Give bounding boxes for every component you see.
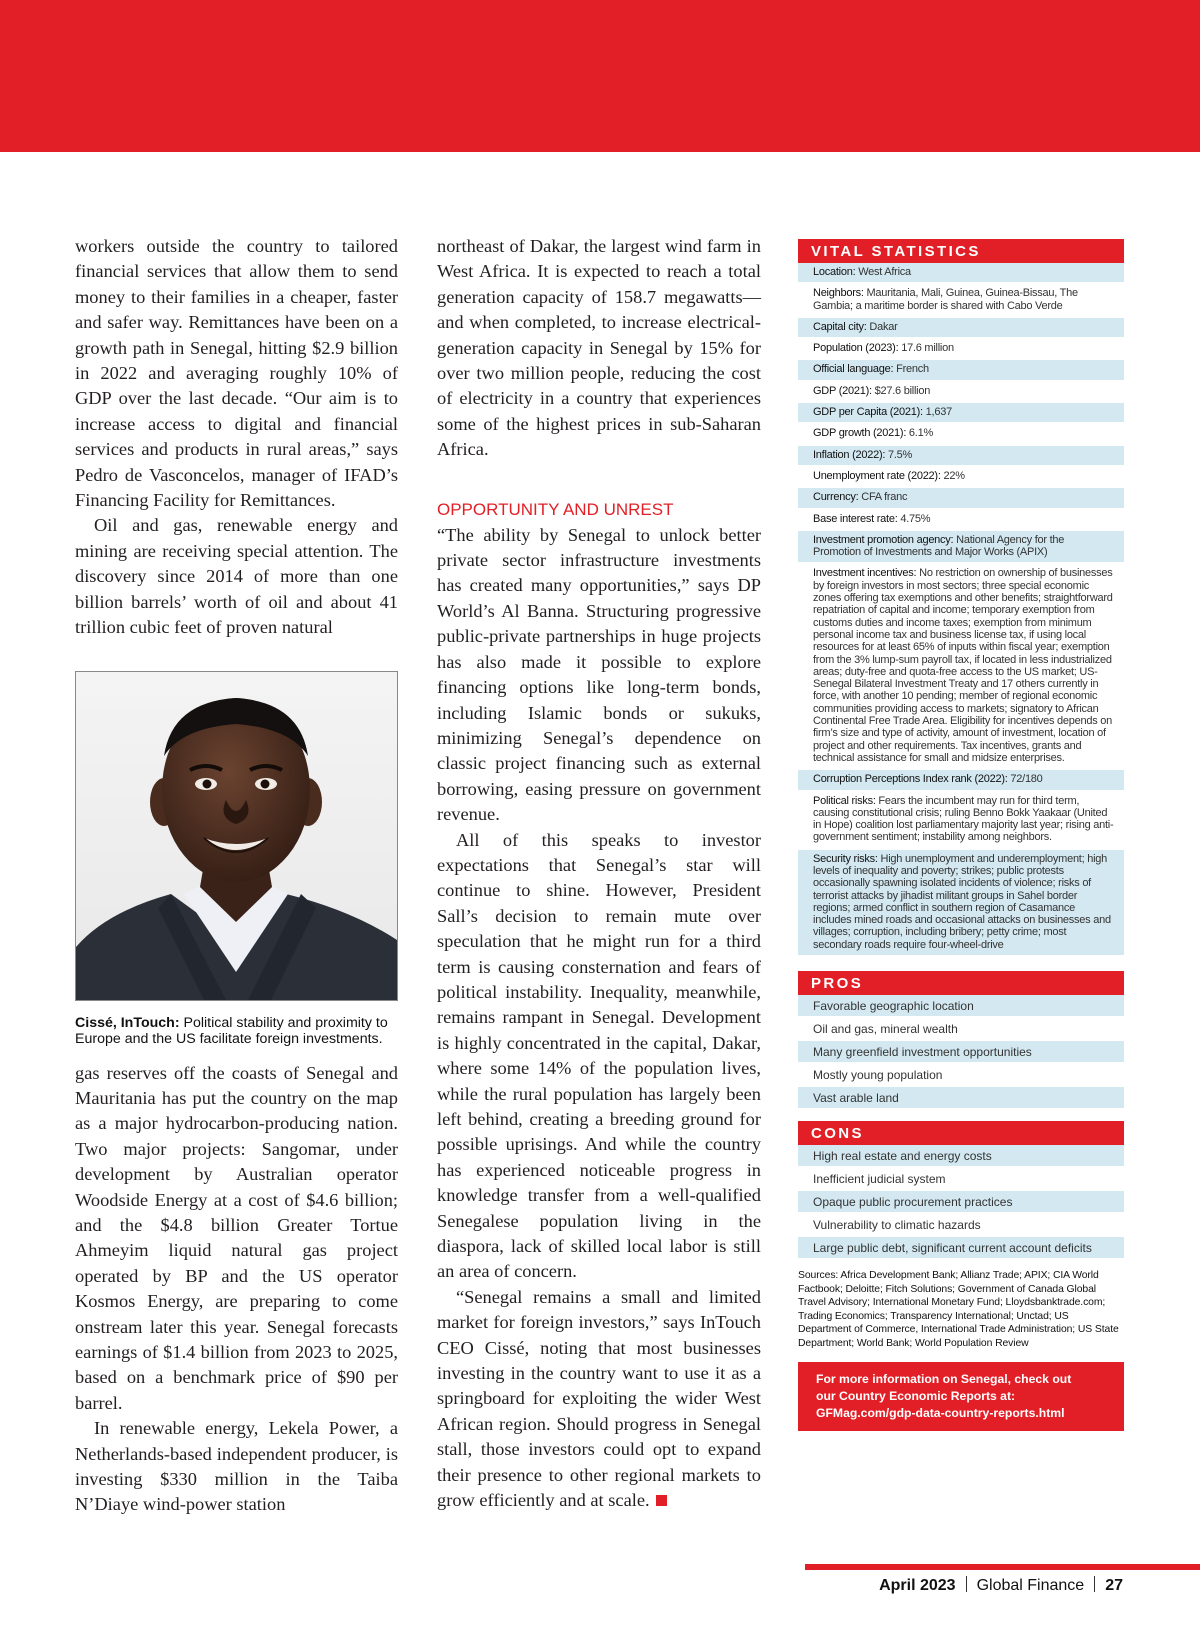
pro-item: Favorable geographic location xyxy=(798,995,1124,1018)
stat-row xyxy=(798,318,1124,339)
body-paragraph: Oil and gas, renewable energy and mining are receiving special attention. The discovery since 2014 of more than one billion barrels’ worth of oil and about 41 trillion cubic feet of proven natural xyxy=(75,515,398,638)
pro-item: Vast arable land xyxy=(798,1087,1124,1110)
more-info-line: For more information on Senegal, check out xyxy=(816,1372,1072,1387)
stat-row xyxy=(798,339,1124,360)
top-red-banner xyxy=(0,0,1200,152)
stat-row xyxy=(798,424,1124,445)
stat-value: 7.5% xyxy=(885,448,913,461)
pros-heading: PROS xyxy=(798,971,1124,995)
body-paragraph: “The ability by Senegal to unlock better private sector infrastructure investments has created many opportunities,” says DP World’s Al Banna. Structuring progressive public-private partnerships in huge projects has also made it possible to explore financing options like long-term bonds, including Islamic bonds or sukuks, minimizing Senegal’s dependence on classic project financing such as external borrowing, easing pressure on government revenue. xyxy=(437,524,761,825)
publication-name: Global Finance xyxy=(976,1577,1085,1594)
stat-label: Base interest rate: xyxy=(813,512,898,525)
cons-heading: CONS xyxy=(798,1121,1124,1145)
page-footer xyxy=(879,1576,1123,1595)
stat-value: 4.75% xyxy=(897,512,931,525)
stat-value: Fears the incumbent may run for third term, causing constitutional crisis; ruling Benno Bokk Yaakaar (United in Hope) coalition lost parliamentary majority last year; rising anti-government sentiment; instability among neighbors. xyxy=(813,794,1114,844)
section-subhead: OPPORTUNITY AND UNREST xyxy=(437,499,674,519)
stat-row xyxy=(798,488,1124,509)
stat-value: 17.6 million xyxy=(898,342,954,355)
stat-row xyxy=(798,284,1124,318)
stat-label: GDP growth (2021): xyxy=(813,427,907,440)
vital-statistics-list xyxy=(798,263,1124,957)
portrait-photo xyxy=(75,671,398,1001)
closing-paragraph-text: “Senegal remains a small and limited market for foreign investors,” says InTouch CEO Cissé, noting that most businesses investing in the country want to use it as a springboard for exploiting the wider West African region. Should progress in Senegal stall, those investors could opt to expand their presence to other regional markets to grow efficiently and at scale. xyxy=(437,1286,761,1511)
more-info-box xyxy=(798,1362,1124,1431)
stat-value: 6.1% xyxy=(906,427,934,440)
pros-list xyxy=(798,995,1124,1110)
body-paragraph xyxy=(437,1285,761,1514)
stat-row xyxy=(798,792,1124,850)
stat-label: Population (2023): xyxy=(813,342,899,355)
cons-list xyxy=(798,1145,1124,1260)
caption-text: Political stability and proximity to Europe and the US facilitate foreign investments. xyxy=(75,1014,388,1047)
body-paragraph: northeast of Dakar, the largest wind farm in West Africa. It is expected to reach a total generation capacity of 158.7 megawatts—and when completed, to increase electrical-generation capacity in Senegal by 15% for over two million people, reducing the cost of electricity in a country that experiences some of the highest prices in sub-Saharan Africa. xyxy=(437,236,761,460)
stat-row xyxy=(798,467,1124,488)
con-item: Large public debt, significant current account deficits xyxy=(798,1237,1124,1260)
stat-row xyxy=(798,531,1124,565)
stat-row xyxy=(798,360,1124,381)
stat-label: Political risks: xyxy=(813,794,876,807)
stat-label: Capital city: xyxy=(813,320,867,333)
stat-label: Official language: xyxy=(813,363,894,376)
stat-row xyxy=(798,382,1124,403)
sources-note: Sources: Africa Development Bank; Allianz Trade; APIX; CIA World Factbook; Deloitte; Fitch Solutions; Government of Canada Global Travel Advisory; International Monetary Fund; Lloydsbanktrade.com; Trading Economics; Transparency International; Unctad; US Department of Commerce, International Trade Administration; US State Department; World Bank; World Population Review xyxy=(798,1270,1119,1349)
pro-item: Oil and gas, mineral wealth xyxy=(798,1018,1124,1041)
con-item: High real estate and energy costs xyxy=(798,1145,1124,1168)
stat-label: Currency: xyxy=(813,491,859,504)
vital-statistics-heading: VITAL STATISTICS xyxy=(798,239,1124,263)
stat-row xyxy=(798,564,1124,770)
stat-value: High unemployment and underemployment; high levels of inequality and poverty; strikes; public protests occasionally spawning isolated incidents of violence; risks of terrorist attacks by jihadist militant groups in Sahel border regions; armed conflict in southern region of Casamance includes mined roads and occasional attacks on businesses and villages; corruption, including bribery; petty crime; most secondary roads require four-wheel-drive xyxy=(813,852,1111,951)
stat-label: GDP (2021): xyxy=(813,384,872,397)
pro-item: Mostly young population xyxy=(798,1064,1124,1087)
stat-value: 1,637 xyxy=(922,406,952,419)
footer-divider xyxy=(966,1576,967,1592)
footer-red-rule xyxy=(805,1564,1200,1570)
article-column-1 xyxy=(75,234,398,1518)
more-info-link[interactable]: GFMag.com/gdp-data-country-reports.html xyxy=(816,1405,1065,1420)
stat-label: Unemployment rate (2022): xyxy=(813,469,941,482)
stat-row xyxy=(798,403,1124,424)
end-of-article-mark xyxy=(656,1495,667,1506)
stat-value: $27.6 billion xyxy=(871,384,931,397)
stat-value: Mauritania, Mali, Guinea, Guinea-Bissau, The Gambia; a maritime border is shared with Cabo Verde xyxy=(813,287,1078,312)
article-column-2 xyxy=(437,234,761,1514)
photo-caption xyxy=(75,1015,398,1047)
footer-divider xyxy=(1094,1576,1095,1592)
stat-label: Inflation (2022): xyxy=(813,448,886,461)
stat-value: West Africa xyxy=(855,266,911,278)
con-item: Vulnerability to climatic hazards xyxy=(798,1214,1124,1237)
stat-label: Investment incentives: xyxy=(813,567,917,580)
body-paragraph: In renewable energy, Lekela Power, a Netherlands-based independent producer, is investing $330 million in the Taiba N’Diaye wind-power station xyxy=(75,1418,398,1515)
stat-value: CFA franc xyxy=(858,491,908,504)
body-paragraph: workers outside the country to tailored financial services that allow them to send money to their families in a cheaper, faster and safer way. Remittances have been on a growth path in Senegal, hitting $2.9 billion in 2022 and averaging roughly 10% of GDP over the last decade. “Our aim is to increase access to digital and financial services and products in rural areas,” says Pedro de Vasconcelos, manager of IFAD’s Financing Facility for Remittances. xyxy=(75,236,398,511)
pro-item: Many greenfield investment opportunities xyxy=(798,1041,1124,1064)
stat-value: No restriction on ownership of businesses by foreign investors in most sectors; three special economic zones offering tax exemptions and other benefits; straightforward repatriation of capital and income; temporary exemption from customs duties and income taxes; exemption from minimum personal income tax and business license tax, if using local resources for at least 65% of inputs within fiscal year; exemption from the 3% lump-sum payroll tax, if located in less industrialized areas; duty-free and quota-free access to the US market; US-Senegal Bilateral Investment Treaty and 17 others currently in force, with another 10 pending; member of regional economic communities providing access to markets; signatory to African Continental Free Trade Area. Eligibility for incentives depends on firm’s size and type of activity, amount of investment, location of project and other requirements. Tax incentives, grants and technical assistance for small and midsize enterprises. xyxy=(813,567,1113,764)
vital-statistics-sidebar xyxy=(798,239,1124,1431)
caption-name: Cissé, InTouch: xyxy=(75,1014,180,1031)
more-info-line: our Country Economic Reports at: xyxy=(816,1388,1016,1403)
stat-value: Dakar xyxy=(866,320,898,333)
body-paragraph: All of this speaks to investor expectations that Senegal’s star will continue to shine. However, President Sall’s decision to remain mute over speculation that he might run for a third term is causing consternation and fears of political instability. Inequality, meanwhile, remains rampant in Senegal. Development is highly concentrated in the capital, Dakar, where some 14% of the population lives, while the rural population has largely been left behind, creating a breeding ground for possible uprisings. And while the country has experienced noticeable progress in knowledge transfer from a well-qualified Senegalese population living in the diaspora, lack of skilled local labor is still an area of concern. xyxy=(437,829,761,1282)
stat-label: GDP per Capita (2021): xyxy=(813,406,923,419)
stat-label: Security risks: xyxy=(813,852,878,865)
stat-label: Location: xyxy=(813,266,856,278)
stat-value: French xyxy=(893,363,929,376)
page-number: 27 xyxy=(1105,1577,1123,1594)
stat-row xyxy=(798,850,1124,957)
body-paragraph: gas reserves off the coasts of Senegal and Mauritania has put the country on the map as a major hydrocarbon-producing nation. Two major projects: Sangomar, under development by Australian operator Woodside Energy at a cost of $4.6 billion; and the $4.8 billion Greater Tortue Ahmeyim liquid natural gas project operated by BP and the US operator Kosmos Energy, are preparing to come onstream later this year. Senegal forecasts earnings of $1.4 billion from 2023 to 2025, based on a benchmark price of $90 per barrel. xyxy=(75,1062,398,1413)
stat-label: Investment promotion agency: xyxy=(813,533,954,546)
stat-row xyxy=(798,510,1124,531)
stat-label: Corruption Perceptions Index rank (2022): xyxy=(813,773,1008,786)
issue-date: April 2023 xyxy=(879,1577,956,1594)
stat-value: 22% xyxy=(940,469,965,482)
stat-row xyxy=(798,770,1124,791)
stat-value: National Agency for the Promotion of Investments and Major Works (APIX) xyxy=(813,533,1065,559)
stat-row xyxy=(798,263,1124,284)
stat-row xyxy=(798,446,1124,467)
con-item: Opaque public procurement practices xyxy=(798,1191,1124,1214)
stat-label: Neighbors: xyxy=(813,287,864,300)
con-item: Inefficient judicial system xyxy=(798,1168,1124,1191)
stat-value: 72/180 xyxy=(1007,773,1043,786)
